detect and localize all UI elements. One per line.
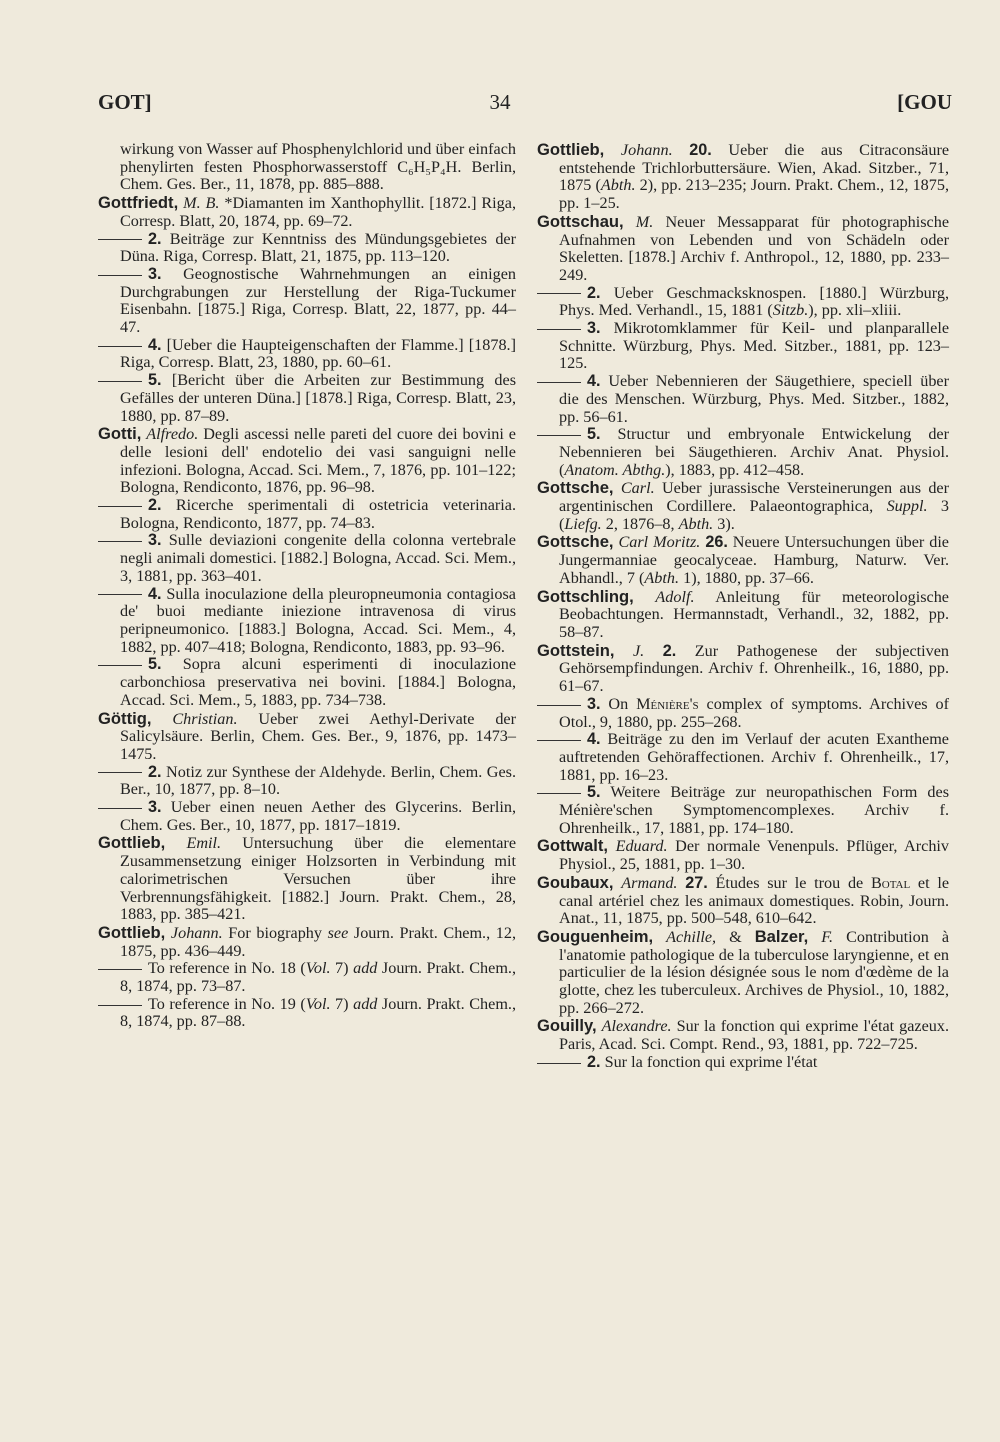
entry-text: et le canal artériel chez les animaux domestiques. Robin, Journ. Anat., 11, 1875, pp. 500–548, 610–642.: [559, 873, 950, 928]
italic-text: Achille,: [666, 927, 717, 946]
bibliography-entry: [98, 337, 516, 372]
ditto-dash: [537, 793, 581, 794]
italic-text: add: [353, 994, 378, 1013]
entry-text: Ueber die aus Citraconsäure entstehende Trichlorbuttersäure. Wien, Akad. Sitzber., 71, 1875 (: [559, 141, 950, 195]
italic-text: Alfredo.: [146, 425, 199, 444]
bibliography-entry: [98, 996, 516, 1031]
ditto-dash: [537, 329, 581, 330]
entry-number: 5.: [587, 425, 601, 444]
author-name: Gottlieb,: [98, 922, 166, 942]
entry-text: &: [716, 927, 755, 946]
entry-text: [634, 588, 656, 606]
entry-text: For biography: [222, 923, 328, 942]
ditto-dash: [98, 772, 142, 773]
ditto-dash: [537, 435, 581, 436]
bibliography-entry: [98, 532, 516, 585]
entry-text: ), pp. xli–xliii.: [808, 301, 902, 320]
page-number: 34: [489, 90, 511, 114]
author-name: Gotti,: [98, 424, 142, 444]
ditto-dash: [98, 506, 142, 507]
bibliography-entry: [98, 266, 516, 337]
bibliography-entry: [98, 764, 516, 799]
author-name: Gottschling,: [537, 586, 634, 606]
entry-number: 2.: [587, 1052, 601, 1071]
bibliography-entry: [98, 960, 516, 995]
bibliography-entry: [537, 426, 949, 479]
entry-text: On: [600, 694, 637, 713]
italic-text: Christian.: [172, 709, 238, 728]
italic-text: Johann.: [620, 141, 673, 159]
bibliography-entry: [537, 141, 949, 213]
entry-text: Ueber jurassische Versteinerungen aus der argentinischen Cordillere. Palaeontographica,: [559, 479, 950, 516]
ditto-dash: [98, 594, 142, 595]
bibliography-entry: [98, 372, 516, 425]
bibliography-entry: [537, 696, 949, 731]
ditto-dash: [98, 969, 142, 970]
entry-text: Untersuchung über die elementare Zusammensetzung einiger Holzsorten in Verbindung mit calorimetrischen Versuchen über ihre Verbrennungsfähigkeit. [1882.] Journ. Prakt. Chem., 28, 1883, pp. 385–421.: [120, 834, 517, 924]
italic-text: Eduard.: [615, 837, 668, 856]
entry-text: Ricerche sperimentali di ostetricia veterinaria. Bologna, Rendiconto, 1877, pp. 74–83.: [120, 496, 516, 532]
entry-number: 5.: [148, 371, 162, 390]
entry-text: 2, 1876–8,: [601, 514, 679, 533]
entry-text: 1), 1880, pp. 37–66.: [679, 568, 814, 587]
entry-text: [151, 710, 172, 728]
italic-text: Carl.: [620, 479, 655, 498]
bibliography-entry: [98, 425, 516, 497]
entry-number: 27.: [685, 873, 708, 892]
ditto-dash: [98, 346, 142, 347]
entry-text: Sur la fonction qui exprime l'état gazeux. Paris, Acad. Sci. Compt. Rend., 93, 1881, pp. 722–725.: [559, 1017, 950, 1054]
entry-text: Études sur le trou de: [707, 873, 871, 892]
entry-text: Mikrotomklammer für Keil- und planparallele Schnitte. Würzburg, Phys. Med. Sitzber., 1881, pp. 123–125.: [559, 319, 949, 373]
entry-text: Notiz zur Synthese der Aldehyde. Berlin, Chem. Ges. Ber., 10, 1877, pp. 8–10.: [120, 762, 516, 799]
italic-text: Anatom. Abthg.: [564, 460, 666, 479]
author-name: Gottwalt,: [537, 836, 608, 856]
entry-text: [653, 928, 666, 946]
left-column: [98, 141, 516, 1031]
italic-text: J.: [632, 641, 645, 660]
entry-text: [Ueber die Haupteigenschaften der Flamme.] [1878.] Riga, Corresp. Blatt, 23, 1880, pp. 60–61.: [120, 335, 516, 372]
entry-text: [808, 928, 821, 946]
entry-number: 5.: [587, 783, 601, 802]
bibliography-entry: [98, 834, 516, 924]
entry-text: Ueber Geschmacksknospen. [1880.] Würzburg, Phys. Med. Verhandl., 15, 1881 (: [559, 283, 949, 320]
entry-number: 2.: [587, 283, 601, 302]
entry-text: *Diamanten im Xanthophyllit. [1872.] Riga, Corresp. Blatt, 20, 1874, pp. 69–72.: [120, 194, 516, 230]
small-caps-text: Botal: [870, 873, 911, 892]
entry-text: Sopra alcuni esperimenti di inoculazione carbonchiosa preservativa nei bovini. [1884.] Bologna, Accad. Sci. Mem., 5, 1883, pp. 734–738.: [120, 655, 516, 709]
bibliography-entry: [537, 642, 949, 696]
italic-text: Armand.: [621, 873, 678, 892]
author-name: Gouguenheim,: [537, 926, 654, 946]
ditto-dash: [537, 1063, 581, 1064]
entry-text: ), 1883, pp. 412–458.: [665, 460, 805, 479]
italic-text: F.: [821, 927, 834, 946]
italic-text: Liefg.: [564, 514, 602, 533]
running-head-right: [GOU: [897, 90, 952, 114]
ditto-dash: [98, 808, 142, 809]
entry-text: Contribution à l'anatomie pathologique de la tuberculose laryngienne, et en particulier de la lésion désignée sous le nom d'œdème de la glotte, chez les tuberculeux. Archives de Physiol., 10, 1882, pp. 266–272.: [559, 927, 950, 1017]
entry-text: Sur la fonction qui exprime l'état: [600, 1052, 818, 1071]
entry-number: 2.: [148, 496, 162, 515]
entry-text: [604, 141, 621, 159]
entry-text: [644, 642, 663, 660]
entry-number: 2.: [148, 229, 162, 248]
bibliography-entry: [98, 924, 516, 960]
italic-text: Emil.: [186, 834, 222, 853]
entry-text: To reference in No. 18 (: [148, 959, 306, 978]
bibliography-entry: [537, 320, 949, 373]
bibliography-entry: [98, 656, 516, 709]
bibliography-entry: [98, 231, 516, 266]
entry-text: Der normale Venenpuls. Pflüger, Archiv Physiol., 25, 1881, pp. 1–30.: [559, 837, 950, 874]
bibliography-entry: [98, 799, 516, 834]
entry-text: [608, 837, 616, 855]
running-head-left: GOT]: [98, 90, 152, 114]
entry-number: 4.: [148, 584, 162, 603]
entry-text: 2), pp. 213–235; Journ. Prakt. Chem., 12, 1875, pp. 1–25.: [559, 176, 950, 213]
bibliography-entry: [537, 928, 949, 1018]
author-name: Gottsche,: [537, 532, 614, 552]
italic-text: Abth.: [644, 568, 680, 587]
entry-text: Beiträge zu den im Verlauf der acuten Exantheme auftretenden Gehöraffectionen. Archiv f. Ohrenheilk., 17, 1881, pp. 16–23.: [559, 730, 949, 784]
entry-number: 5.: [148, 655, 162, 674]
author-name: Göttig,: [98, 708, 152, 728]
entry-number: 3.: [587, 694, 601, 713]
bibliography-entry: [537, 213, 949, 285]
entry-text: [624, 213, 636, 231]
bibliography-entry: [537, 533, 949, 587]
italic-text: Alexandre.: [601, 1017, 672, 1036]
bibliography-entry: [537, 874, 949, 928]
entry-text: complex of symptoms. Archives of Otol., 9, 1880, pp. 255–268.: [559, 694, 949, 731]
entry-text: Journ. Prakt. Chem., 12, 1875, pp. 436–449.: [120, 923, 517, 960]
italic-text: Sitzb.: [772, 301, 809, 320]
author-name: Gottlieb,: [537, 140, 605, 159]
bibliography-entry: [537, 1017, 949, 1053]
ditto-dash: [98, 381, 142, 382]
bibliography-entry: [537, 1054, 949, 1072]
entry-number: 3.: [148, 531, 162, 550]
bibliography-entry: [98, 710, 516, 764]
entry-text: 3 (: [559, 497, 949, 533]
bibliography-entry: [537, 784, 949, 837]
entry-text: Anleitung für meteorologische Beobachtungen. Hermannstadt, Verhandl., 32, 1882, pp. 58–87.: [559, 587, 949, 641]
bibliography-entry: [537, 837, 949, 873]
bibliography-entry: [98, 194, 516, 230]
ditto-dash: [537, 293, 581, 294]
bibliography-entry: [98, 586, 516, 657]
italic-text: Abth.: [600, 176, 636, 195]
entry-number: 4.: [148, 335, 162, 354]
entry-number: 2.: [662, 641, 677, 660]
entry-text: Sulla inoculazione della pleuropneumonia contagiosa de' buoi mediante iniezione intravenosa di virus peripneumonico. [1883.] Bologna, Accad. Sci. Mem., 4, 1882, pp. 407–418; Bologna, Rendiconto, 1883, pp. 93–96.: [120, 584, 516, 656]
ditto-dash: [537, 382, 581, 383]
author-name: Gottlieb,: [98, 833, 166, 853]
italic-text: M. B.: [183, 194, 220, 213]
entry-text: 7): [330, 994, 354, 1013]
entry-number: 3.: [148, 798, 162, 817]
ditto-dash: [537, 740, 581, 741]
entry-text: Journ. Prakt. Chem., 8, 1874, pp. 87–88.: [120, 994, 517, 1031]
author-name: Goubaux,: [537, 872, 614, 892]
italic-text: see: [327, 923, 349, 942]
entry-text: Beiträge zur Kenntniss des Mündungsgebietes der Düna. Riga, Corresp. Blatt, 21, 1875, pp. 113–120.: [120, 229, 516, 266]
bibliography-entry: [537, 588, 949, 642]
entry-number: 3.: [148, 264, 162, 283]
author-name: Gouilly,: [537, 1016, 597, 1036]
ditto-dash: [98, 665, 142, 666]
entry-text: Geognostische Wahrnehmungen an einigen Durchgrabungen zur Herstellung der Riga-Tuckumer Eisenbahn. [1875.] Riga, Corresp. Blatt, 22, 1877, pp. 44–47.: [120, 264, 516, 337]
entry-text: [Bericht über die Arbeiten zur Bestimmung des Gefälles der unteren Düna.] [1878.] Riga, Corresp. Blatt, 23, 1880, pp. 87–89.: [120, 371, 516, 425]
entry-text: Structur und embryonale Entwickelung der Nebennieren bei Säugethieren. Archiv Anat. Physiol. (: [559, 425, 949, 479]
entry-text: Ueber einen neuen Aether des Glycerins. Berlin, Chem. Ges. Ber., 10, 1877, pp. 1817–1819.: [120, 798, 516, 834]
bibliography-entry: [98, 141, 516, 194]
bibliography-entry: [537, 731, 949, 784]
entry-text: [614, 479, 621, 497]
ditto-dash: [98, 1005, 142, 1006]
author-name: Gottfriedt,: [98, 193, 179, 213]
entry-number: 20.: [689, 141, 712, 159]
bibliography-entry: [537, 479, 949, 533]
entry-text: Ueber Nebennieren der Säugethiere, speciell über die des Menschen. Würzburg, Phys. Med. Sitzber., 1882, pp. 56–61.: [559, 372, 949, 426]
italic-text: add: [353, 959, 378, 978]
author-name: Gottsche,: [537, 478, 614, 498]
entry-text: Neuer Messapparat für photographische Aufnahmen von Lebenden und von Schädeln oder Skeletten. [1878.] Archiv f. Anthropol., 12, 1880, pp. 233–249.: [559, 212, 950, 284]
bibliography-entry: [537, 285, 949, 320]
entry-text: Sulle deviazioni congenite della colonna vertebrale negli animali domestici. [1882.] Bologna, Accad. Sci. Mem., 3, 1881, pp. 363–401.: [120, 531, 516, 585]
entry-text: 3).: [713, 514, 735, 533]
bibliography-entry: [537, 373, 949, 426]
entry-number: 2.: [148, 762, 162, 781]
entry-text: Degli ascessi nelle pareti del cuore dei bovini e delle lesioni dell' endotelio dei vasi sanguigni nelle infezioni. Bologna, Accad. Sci. Mem., 7, 1876, pp. 101–122; Bologna, Rendiconto, 1876, pp. 96–98.: [120, 425, 516, 497]
italic-text: Adolf.: [655, 587, 695, 606]
entry-text: [165, 834, 186, 852]
italic-text: Suppl.: [886, 497, 928, 516]
entry-text: Zur Pathogenese der subjectiven Gehörsempfindungen. Archiv f. Ohrenheilk., 16, 1880, pp. 61–67.: [559, 641, 950, 696]
ditto-dash: [98, 239, 142, 240]
entry-text: To reference in No. 19 (: [148, 994, 306, 1013]
italic-text: Carl Moritz.: [618, 533, 701, 552]
entry-text: [673, 141, 690, 159]
italic-text: Abth.: [678, 514, 714, 533]
right-column: [537, 141, 949, 1072]
entry-text: Weitere Beiträge zur neuropathischen Form des Ménière'schen Symptomencomplexes. Archiv f. Ohrenheilk., 17, 1881, pp. 174–180.: [559, 783, 949, 837]
entry-number: 26.: [705, 533, 728, 552]
entry-text: [614, 642, 633, 660]
entry-number: 4.: [587, 730, 601, 749]
author-name: Gottschau,: [537, 211, 624, 231]
entry-text: Journ. Prakt. Chem., 8, 1874, pp. 73–87.: [120, 959, 517, 996]
entry-number: 4.: [587, 372, 601, 391]
ditto-dash: [98, 541, 142, 542]
ditto-dash: [537, 705, 581, 706]
small-caps-text: Ménière's: [636, 694, 699, 713]
bibliography-entry: [98, 497, 516, 532]
italic-text: Vol.: [305, 959, 331, 978]
ditto-dash: [98, 275, 142, 276]
author-name: Gottstein,: [537, 640, 615, 660]
entry-text: Ueber zwei Aethyl-Derivate der Salicylsäure. Berlin, Chem. Ges. Ber., 9, 1876, pp. 1473–1475.: [120, 709, 516, 763]
entry-text: wirkung von Wasser auf Phosphenylchlorid und über einfach phenylirten festen Phosphorwasserstoff C₆H₅P₄H. Berlin, Chem. Ges. Ber., 11, 1878, pp. 885–888.: [120, 140, 516, 194]
author-name: Balzer,: [754, 926, 809, 946]
italic-text: Vol.: [305, 994, 331, 1013]
italic-text: M.: [635, 212, 654, 231]
italic-text: Johann.: [170, 923, 223, 942]
entry-text: 7): [330, 959, 354, 978]
entry-number: 3.: [587, 319, 601, 338]
entry-text: Neuere Untersuchungen über die Jungermanniae geocalyceae. Hamburg, Naturw. Ver. Abhandl., 7 (: [559, 533, 949, 587]
